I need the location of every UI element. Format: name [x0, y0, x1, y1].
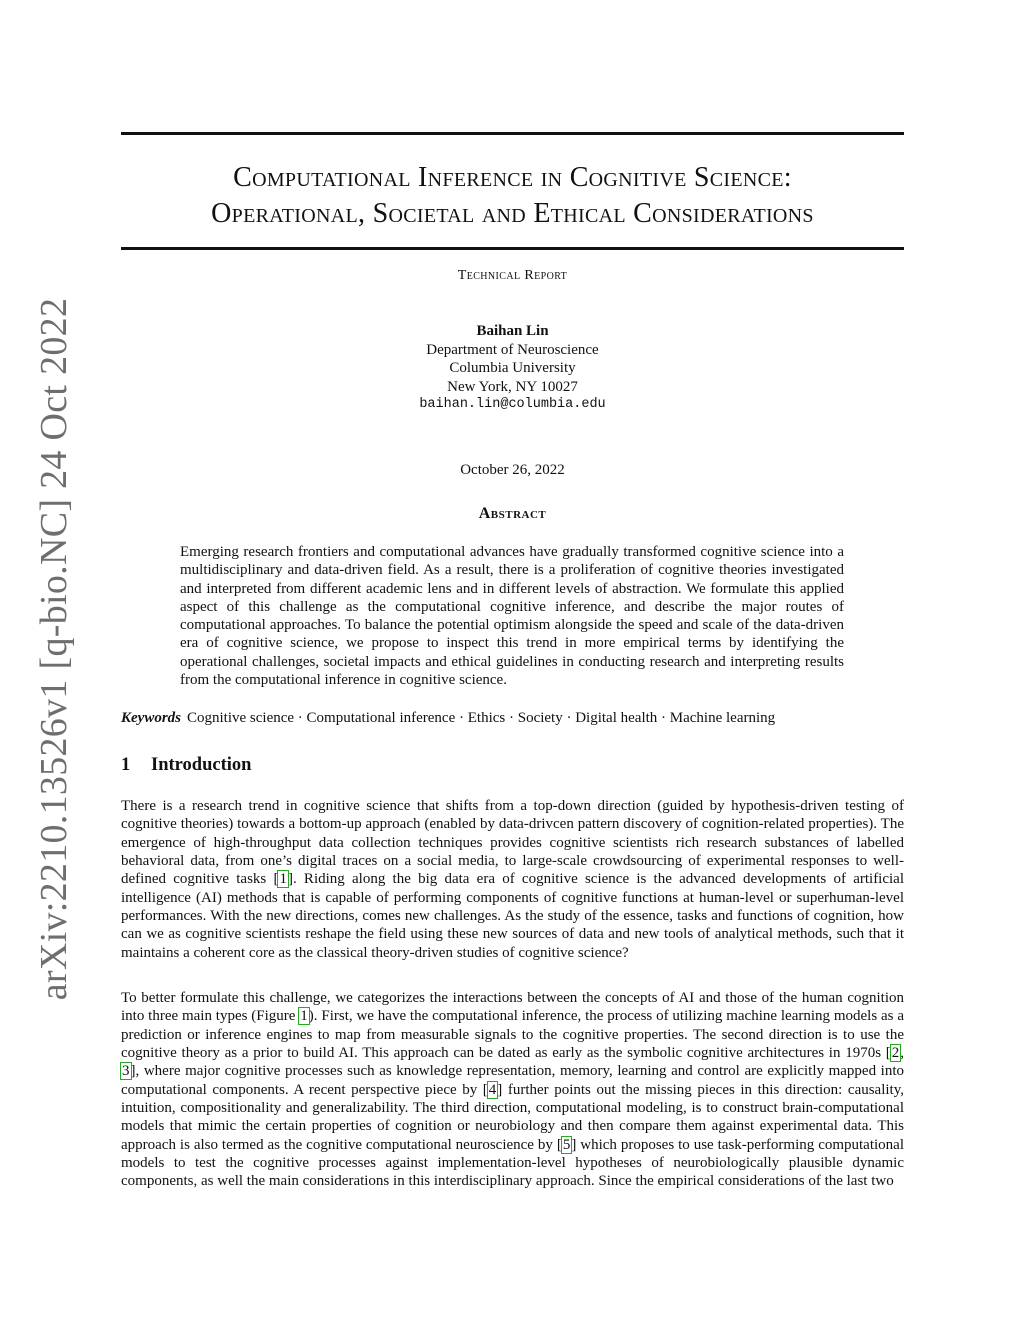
- citation-separator: ,: [900, 1045, 904, 1062]
- keywords-line: [121, 709, 904, 727]
- author-block: [121, 322, 904, 415]
- keywords-list: Cognitive science · Computational inference · Ethics · Society · Digital health · Machine learning: [187, 710, 776, 726]
- publication-date: October 26, 2022: [460, 462, 565, 478]
- paragraph-text: ], where major cognitive processes such as knowledge representation, memory, learning and control are explicitly mapped into computational components. A recent perspective piece by [: [121, 1063, 904, 1098]
- title-line-1: Computational Inference in Cognitive Science:: [233, 162, 792, 193]
- abstract-heading: Abstract: [478, 505, 547, 522]
- paragraph-text: ]. Riding along the big data era of cognitive science is the advanced developments of artificial intelligence (AI) methods that is capable of performing components of cognitive functions at human-level or superhuman-level performances. With the new directions, comes new challenges. As the study of the essence, tasks and functions of cognition, how can we as cognitive scientists reshape the field using these new sources of data and new tools of analytical methods, such that it maintains a coherent core as the classical theory-driven studies of cognitive science?: [121, 871, 905, 961]
- abstract-text: Emerging research frontiers and computational advances have gradually transformed cognitive science into a multidisciplinary and data-driven field. As a result, there is a proliferation of cognitive theories investigated and interpreted from different academic lens and in different levels of abstraction. We formulate this applied aspect of this challenge as the computational cognitive inference, and describe the major routes of computational approaches. To balance the potential optimism alongside the speed and scale of the data-driven era of cognitive science, we propose to inspect this trend in more empirical terms by identifying the operational challenges, societal impacts and ethical guidelines in conducting research and interpreting results from the computational inference in cognitive science.: [180, 544, 844, 689]
- paragraph-text: To better formulate this challenge, we categorizes the interactions between the concepts of AI and those of the human cognition into three main types (Figure: [121, 990, 904, 1025]
- citation-link-2[interactable]: 2: [891, 1045, 900, 1062]
- section-heading-introduction: [121, 755, 251, 776]
- citation-link-4[interactable]: 4: [488, 1081, 497, 1098]
- title-bottom-rule: [121, 247, 904, 250]
- citation-link-1[interactable]: 1: [279, 871, 287, 888]
- author-department: Department of Neuroscience: [426, 341, 599, 358]
- title-top-rule: [121, 132, 904, 135]
- intro-paragraph-1: [121, 797, 904, 962]
- paper-title: [121, 160, 904, 232]
- section-title: Introduction: [151, 755, 252, 775]
- arxiv-identifier-stamp: arXiv:2210.13526v1 [q-bio.NC] 24 Oct 2022: [33, 297, 75, 1001]
- author-city: New York, NY 10027: [447, 378, 578, 395]
- title-line-2: Operational, Societal and Ethical Considerations: [211, 198, 814, 229]
- author-email[interactable]: baihan.lin@columbia.edu: [419, 397, 606, 412]
- paragraph-text: ] further points out the missing pieces in this direction: causality, intuition, compositionality and generalizability. The third direction, computational modeling, is to construct brain-computational models that mimic the certain properties of cognition or neurobiology and then compare them against experimental data. This approach is also termed as the cognitive computational neuroscience by [: [121, 1081, 904, 1153]
- citation-link-5[interactable]: 5: [562, 1136, 571, 1153]
- paragraph-text: ] which proposes to use task-performing computational models to test the cognitive processes against implementation-level hypotheses of neurobiologically plausible dynamic components, as well the main considerations in this interdisciplinary approach. Since the empirical considerations of the last two: [121, 1136, 905, 1190]
- keywords-label: Keywords: [121, 710, 181, 726]
- report-type: Technical Report: [457, 268, 568, 283]
- author-university: Columbia University: [449, 360, 576, 376]
- paragraph-text: There is a research trend in cognitive science that shifts from a top-down direction (guided by hypothesis-driven testing of cognitive theories) towards a bottom-up approach (enabled by data-drivcen pattern discovery of cognition-related properties). The emergence of high-throughput data collection techniques provides cognitive scientists rich research substances of labelled behavioral data, from one’s digital traces on a social media, to large-scale crowdsourcing of experimental responses to well-defined cognitive tasks [: [121, 798, 904, 888]
- figure-link-1[interactable]: 1: [300, 1008, 308, 1025]
- intro-paragraph-2: [121, 989, 904, 1191]
- citation-link-3[interactable]: 3: [122, 1063, 130, 1080]
- paragraph-text: ). First, we have the computational inference, the process of utilizing machine learning models as a prediction or inference engines to map from measurable signals to the cognitive properties. The second direction is to use the cognitive theory as a prior to build AI. This approach can be dated as early as the symbolic cognitive architectures in 1970s [: [121, 1008, 904, 1062]
- section-number: 1: [121, 755, 131, 775]
- author-name: Baihan Lin: [476, 323, 549, 339]
